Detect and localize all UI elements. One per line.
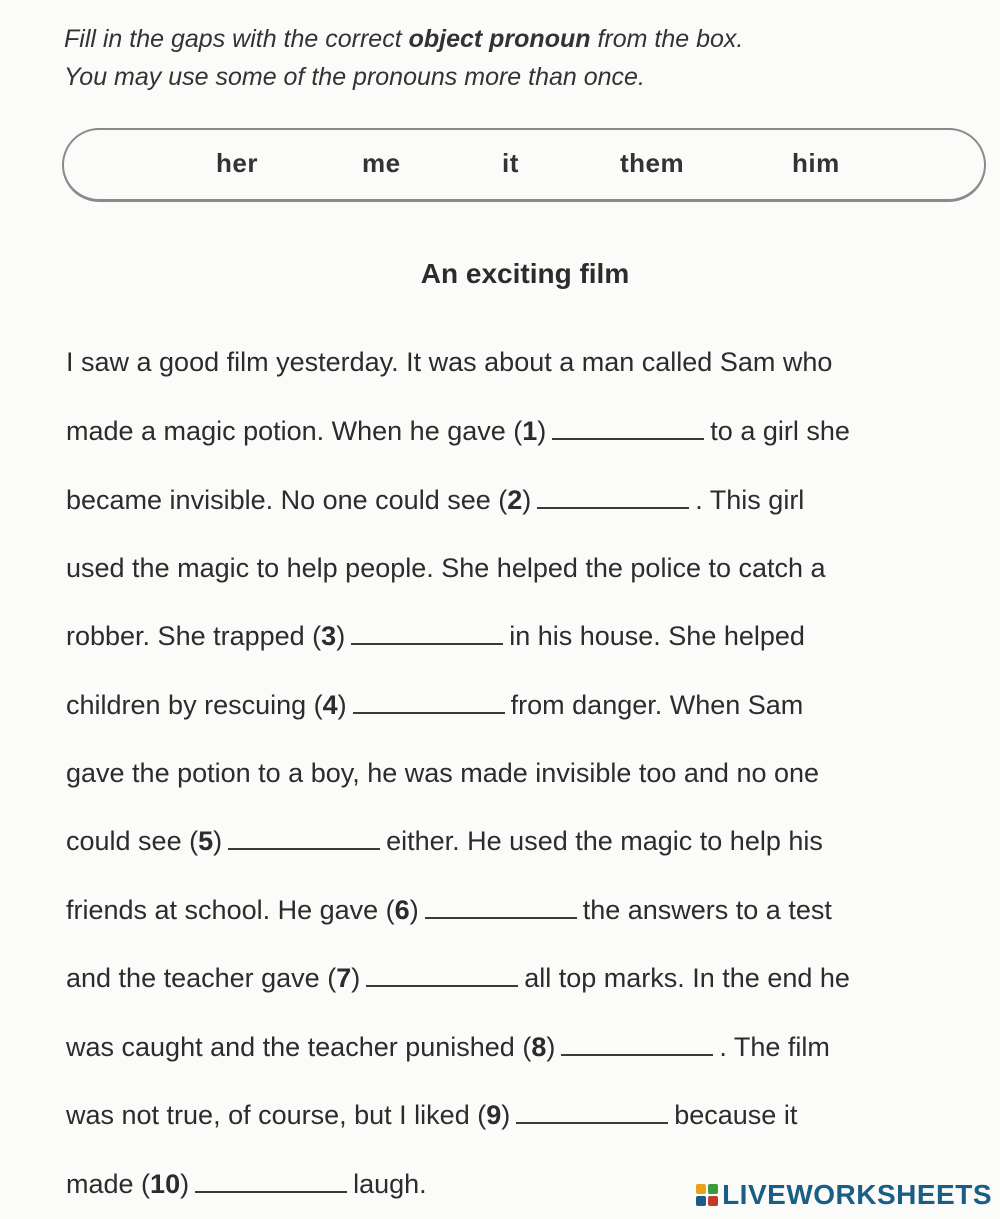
- text-line: I saw a good film yesterday. It was about a man called Sam who: [66, 347, 833, 377]
- text-line: gave the potion to a boy, he was made invisible too and no one: [66, 758, 820, 788]
- text-line: could see (5) either. He used the magic to help his: [66, 826, 823, 856]
- instructions-line-1: Fill in the gaps with the correct object pronoun from the box.: [64, 25, 744, 53]
- instructions-bold: object pronoun: [408, 25, 591, 53]
- gap-3-input[interactable]: [351, 621, 503, 645]
- gap-8-input[interactable]: [561, 1032, 713, 1056]
- gap-6-input[interactable]: [425, 895, 577, 919]
- brand-text: LIVEWORKSHEETS: [722, 1179, 992, 1210]
- gap-10-input[interactable]: [195, 1169, 347, 1193]
- word-box: [62, 128, 986, 202]
- text-line: was caught and the teacher punished (8) . The film: [66, 1032, 830, 1062]
- text-line: and the teacher gave (7) all top marks. In the end he: [66, 963, 850, 993]
- word-it: it: [502, 148, 519, 178]
- word-him: him: [792, 148, 840, 178]
- word-me: me: [362, 148, 401, 178]
- text-line: children by rescuing (4) from danger. When Sam: [66, 690, 804, 720]
- word-her: her: [216, 148, 258, 178]
- text-line: made a magic potion. When he gave (1) to a girl she: [66, 416, 850, 446]
- story-title: An exciting film: [420, 258, 630, 289]
- instructions-line-2: You may use some of the pronouns more than once.: [64, 63, 645, 91]
- gap-7-input[interactable]: [366, 963, 518, 987]
- gap-4-input[interactable]: [353, 690, 505, 714]
- word-them: them: [620, 148, 685, 178]
- text-line: was not true, of course, but I liked (9) because it: [66, 1100, 798, 1130]
- liveworksheets-brand[interactable]: [696, 1179, 992, 1211]
- gap-1-input[interactable]: [552, 416, 704, 440]
- gap-2-input[interactable]: [537, 485, 689, 509]
- gap-5-input[interactable]: [228, 826, 380, 850]
- text-line: robber. She trapped (3) in his house. She helped: [66, 621, 805, 651]
- liveworksheets-logo-icon: [696, 1184, 718, 1206]
- instructions: [64, 20, 964, 96]
- text-line: used the magic to help people. She helped the police to catch a: [66, 553, 826, 583]
- gap-9-input[interactable]: [516, 1100, 668, 1124]
- text-line: friends at school. He gave (6) the answers to a test: [66, 895, 832, 925]
- text-line: made (10) laugh.: [66, 1169, 427, 1199]
- text-line: became invisible. No one could see (2) . This girl: [66, 485, 805, 515]
